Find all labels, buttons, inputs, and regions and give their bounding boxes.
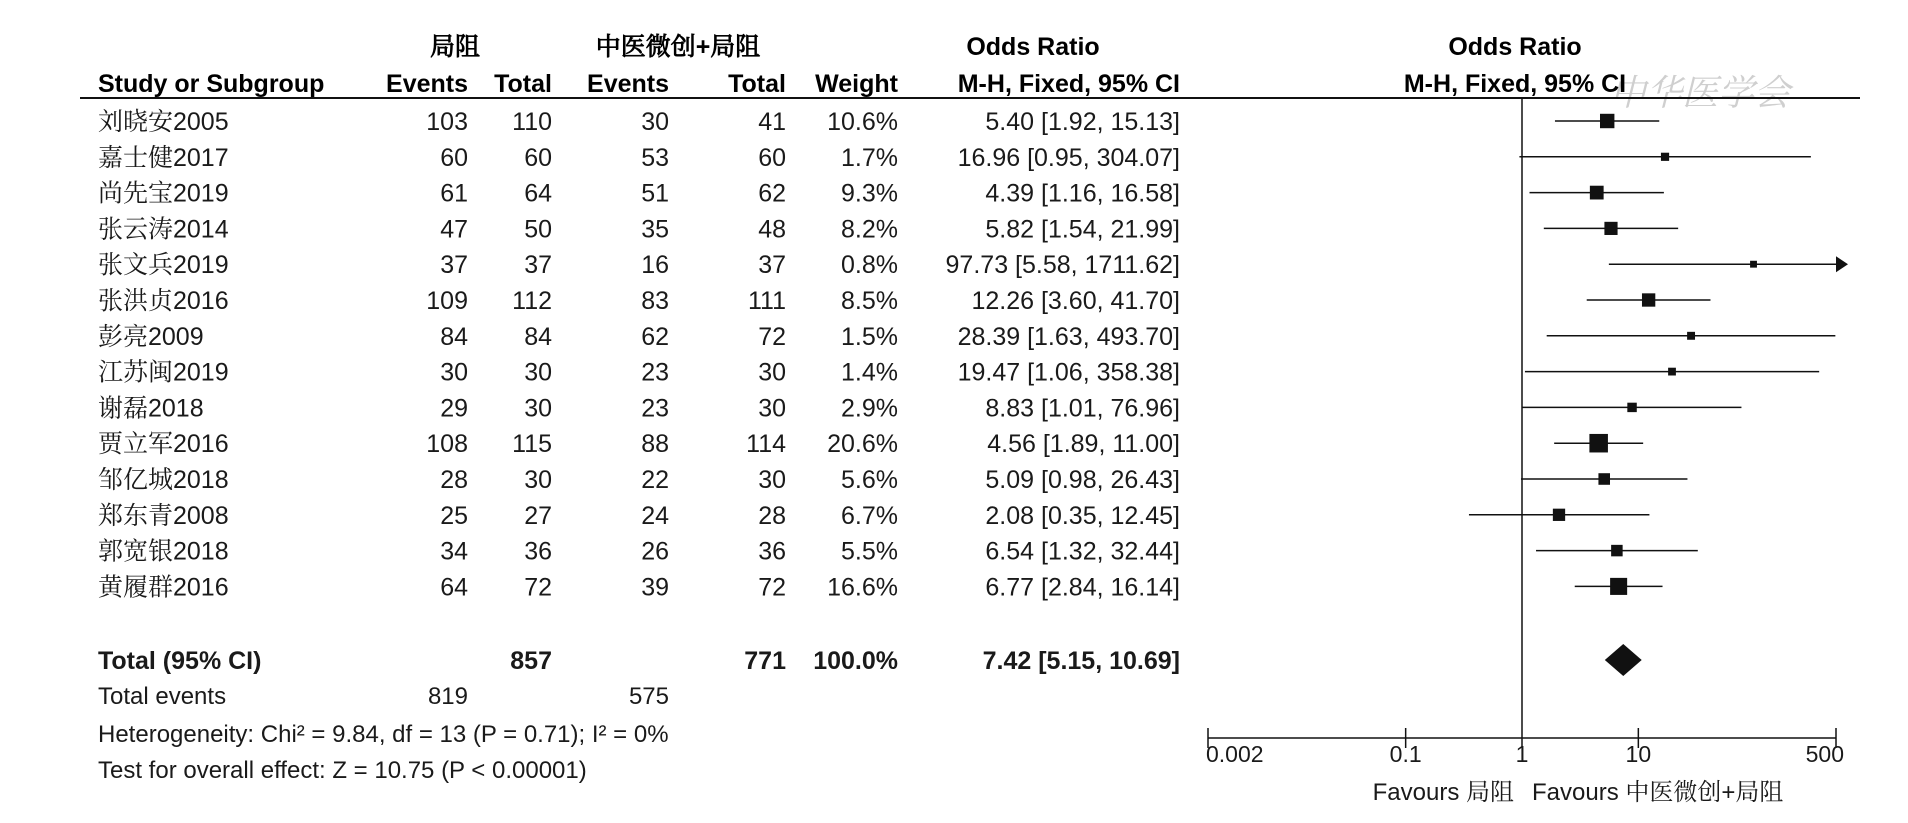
header-or-plot: Odds Ratio [1448,33,1582,61]
exp-total: 115 [512,430,552,459]
ctrl-total: 41 [758,108,786,136]
point-estimate [1598,473,1610,485]
header-control: 中医微创+局阻 [595,33,761,61]
col-header-study: Study or Subgroup [98,70,325,98]
study-ci: 4.39 [1.16, 16.58] [985,179,1180,208]
study-name: 彭亮2009 [98,322,204,351]
study-ci: 16.96 [0.95, 304.07] [957,143,1180,172]
ctrl-total: 72 [758,573,786,602]
ctrl-total: 37 [758,251,786,280]
study-name: 贾立军2016 [98,430,229,459]
exp-events: 37 [440,251,468,280]
study-weight: 5.6% [841,466,898,494]
x-tick-label: 0.1 [1389,741,1422,767]
total-exp: 857 [510,647,552,675]
ctrl-events: 62 [641,322,669,351]
point-estimate [1589,434,1608,453]
study-name: 尚先宝2019 [98,179,229,208]
study-weight: 10.6% [827,108,898,136]
exp-total: 72 [524,573,552,602]
exp-total: 112 [512,287,552,315]
ctrl-events: 51 [641,179,669,208]
exp-events: 108 [426,430,468,459]
ctrl-total: 30 [758,466,786,494]
point-estimate [1668,368,1676,376]
study-ci: 5.82 [1.54, 21.99] [985,215,1180,244]
point-estimate [1611,545,1623,557]
study-weight: 20.6% [827,430,898,459]
exp-total: 37 [524,251,552,280]
header-experimental: 局阻 [429,33,481,61]
study-name: 张洪贞2016 [98,287,229,315]
exp-total: 60 [524,143,552,172]
exp-total: 36 [524,537,552,566]
study-ci: 12.26 [3.60, 41.70] [971,287,1180,315]
ctrl-total: 36 [758,537,786,566]
study-weight: 2.9% [841,394,898,423]
total-ctrl: 771 [744,647,786,675]
study-ci: 97.73 [5.58, 1711.62] [945,251,1180,280]
ctrl-total: 30 [758,358,786,387]
exp-total: 110 [512,108,552,136]
study-weight: 5.5% [841,537,898,566]
study-name: 嘉士健2017 [98,143,229,172]
study-name: 郑东青2008 [98,501,229,530]
point-estimate [1600,114,1614,128]
point-estimate [1553,509,1565,521]
exp-events: 34 [440,537,468,566]
ctrl-events: 39 [641,573,669,602]
ctrl-events: 16 [641,251,669,280]
point-estimate [1661,153,1669,161]
study-name: 邹亿城2018 [98,466,229,494]
study-weight: 0.8% [841,251,898,280]
exp-total: 30 [524,394,552,423]
ctrl-events: 24 [641,501,669,530]
ctrl-events: 53 [641,143,669,172]
exp-events: 29 [440,394,468,423]
study-weight: 1.5% [841,322,898,351]
point-estimate [1590,186,1604,200]
total-events-label: Total events [98,683,227,710]
col-header-method-plot: M-H, Fixed, 95% CI [1403,70,1627,98]
exp-events: 25 [440,501,468,530]
exp-events: 84 [440,322,468,351]
exp-total: 64 [524,179,552,208]
study-name: 郭宽银2018 [98,537,229,566]
ctrl-total: 114 [746,430,786,459]
study-ci: 6.77 [2.84, 16.14] [985,573,1180,602]
point-estimate [1604,222,1617,235]
ctrl-total: 28 [758,501,786,530]
exp-events: 47 [440,215,468,244]
x-tick-label: 10 [1625,741,1652,767]
col-header-weight: Weight [815,70,898,98]
exp-total: 50 [524,215,552,244]
total-diamond [1605,644,1642,676]
x-tick-label: 500 [1805,741,1844,767]
study-ci: 6.54 [1.32, 32.44] [985,537,1180,566]
ctrl-events: 23 [641,358,669,387]
study-name: 黄履群2016 [98,573,229,602]
study-weight: 9.3% [841,179,898,208]
point-estimate [1642,293,1655,306]
study-weight: 6.7% [841,501,898,530]
study-weight: 8.5% [841,287,898,315]
ctrl-total: 60 [758,143,786,172]
ctrl-events: 88 [641,430,669,459]
study-ci: 5.40 [1.92, 15.13] [985,108,1180,136]
ctrl-total: 62 [758,179,786,208]
exp-total: 30 [524,358,552,387]
study-weight: 16.6% [827,573,898,602]
favours-left-label: Favours 局阻 [1372,779,1514,806]
study-ci: 4.56 [1.89, 11.00] [987,430,1180,459]
exp-events: 103 [426,108,468,136]
ctrl-events: 22 [641,466,669,494]
ctrl-total: 30 [758,394,786,423]
ctrl-total: 111 [747,287,786,315]
study-name: 张云涛2014 [98,215,229,244]
ctrl-events: 30 [641,108,669,136]
total-events-ctrl: 575 [628,683,669,710]
total-ci: 7.42 [5.15, 10.69] [982,647,1180,675]
study-ci: 5.09 [0.98, 26.43] [985,466,1180,494]
watermark-text: 中华医学会 [1610,72,1791,113]
point-estimate [1687,332,1695,340]
x-tick-label: 0.002 [1206,741,1264,767]
study-ci: 28.39 [1.63, 493.70] [957,322,1180,351]
point-estimate [1750,261,1757,268]
favours-right-label: Favours 中医微创+局阻 [1532,779,1784,806]
col-header-exp-events: Events [386,70,468,98]
ctrl-events: 83 [641,287,669,315]
col-header-method: M-H, Fixed, 95% CI [957,70,1180,98]
exp-total: 27 [524,501,552,530]
ci-arrow [1836,256,1848,272]
study-ci: 8.83 [1.01, 76.96] [985,394,1180,423]
header-or-text: Odds Ratio [966,33,1100,61]
study-name: 谢磊2018 [98,394,204,423]
exp-total: 30 [524,466,552,494]
exp-events: 28 [440,466,468,494]
heterogeneity-text: Heterogeneity: Chi² = 9.84, df = 13 (P = 0.71); I² = 0% [98,721,669,748]
point-estimate [1610,578,1627,595]
exp-events: 30 [440,358,468,387]
study-weight: 8.2% [841,215,898,244]
overall-effect-text: Test for overall effect: Z = 10.75 (P < 0.00001) [98,757,587,784]
study-ci: 19.47 [1.06, 358.38] [957,358,1180,387]
col-header-ctrl-events: Events [587,70,669,98]
x-tick-label: 1 [1515,741,1529,767]
total-label: Total (95% CI) [98,647,262,675]
point-estimate [1627,403,1636,412]
study-name: 江苏闽2019 [98,358,229,387]
exp-events: 109 [426,287,468,315]
study-weight: 1.4% [841,358,898,387]
exp-events: 64 [440,573,468,602]
exp-events: 60 [440,143,468,172]
ctrl-total: 72 [758,322,786,351]
col-header-exp-total: Total [494,70,552,98]
study-ci: 2.08 [0.35, 12.45] [985,501,1180,530]
exp-events: 61 [440,179,468,208]
ctrl-events: 35 [641,215,669,244]
total-events-exp: 819 [427,683,468,710]
total-weight: 100.0% [813,647,898,675]
exp-total: 84 [524,322,552,351]
ctrl-events: 23 [641,394,669,423]
study-name: 刘晓安2005 [98,108,229,136]
study-weight: 1.7% [841,143,898,172]
study-name: 张文兵2019 [98,251,229,280]
ctrl-total: 48 [758,215,786,244]
ctrl-events: 26 [641,537,669,566]
col-header-ctrl-total: Total [728,70,786,98]
